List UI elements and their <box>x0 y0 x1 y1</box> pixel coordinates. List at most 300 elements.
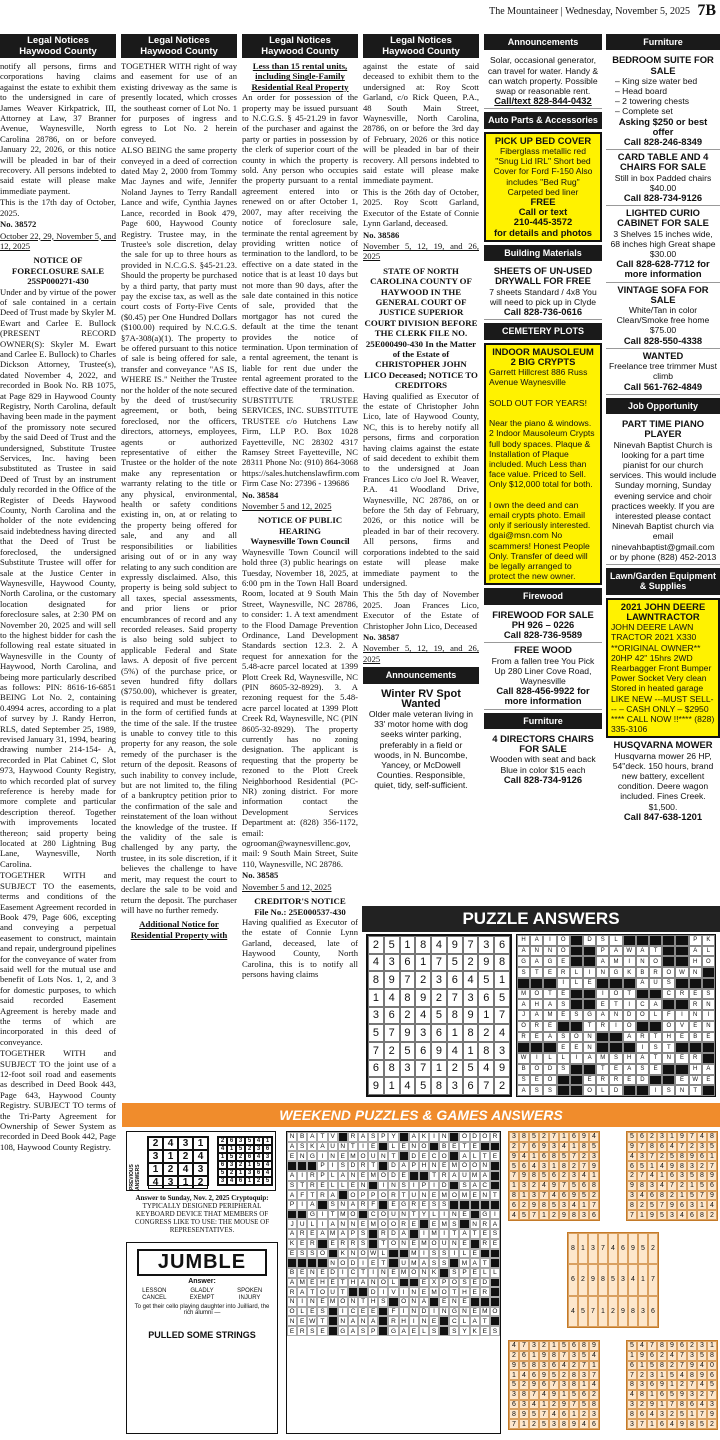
sudoku-cell: 9 <box>618 1296 628 1327</box>
classified-ad <box>484 53 602 109</box>
crossword-cell: E <box>490 1151 500 1161</box>
sudoku-cell: 3 <box>368 1007 384 1025</box>
crossword-cell: A <box>297 1287 307 1297</box>
crossword-cell: W <box>370 1249 377 1257</box>
sudoku-cell: 3 <box>579 1210 589 1220</box>
crossword-cell <box>480 1142 490 1152</box>
crossword-cell: S <box>439 1258 449 1268</box>
crossword-cell: A <box>517 999 530 1010</box>
crossword-cell: N <box>449 1297 459 1307</box>
sudoku-cell: 5 <box>549 1200 559 1210</box>
sudoku-cell: 8 <box>569 1210 579 1220</box>
sudoku-cell: 7 <box>539 1191 549 1201</box>
ad-phone: Call 828-734-9126 <box>503 773 583 785</box>
crossword-cell: E <box>358 1219 368 1229</box>
crossword-cell: P <box>348 1229 358 1239</box>
kenken-6x6-grid <box>217 1136 273 1186</box>
sudoku-cell: 7 <box>384 1024 400 1042</box>
crossword-cell: O <box>480 1132 490 1142</box>
crossword-cell: D <box>470 1132 480 1142</box>
sudoku-cell: 1 <box>647 1161 657 1171</box>
sudoku-cell: 6 <box>431 1024 447 1042</box>
crossword-cell: G <box>583 1010 596 1021</box>
sudoku-cell: 2 <box>549 1400 559 1410</box>
crossword-cell: T <box>317 1132 327 1142</box>
ad-price: FREE <box>530 196 556 208</box>
kenken-cell: 5 <box>218 1169 227 1177</box>
sudoku-cell: 8 <box>697 1210 707 1220</box>
crossword-cell: E <box>429 1219 439 1229</box>
section-header-auto-parts: Auto Parts & Accessories <box>484 112 602 128</box>
crossword-cell: O <box>623 1021 636 1032</box>
classified-column-2 <box>606 34 720 902</box>
crossword-cell <box>675 1042 688 1053</box>
sudoku-cell: 8 <box>529 1171 539 1181</box>
ad-phone: Call 828-550-4338 <box>623 334 703 346</box>
sudoku-cell: 5 <box>415 1077 431 1095</box>
crossword-cell: M <box>409 1249 419 1259</box>
sudoku-cell: 7 <box>707 1390 717 1400</box>
crossword-cell: R <box>388 1190 398 1200</box>
crossword-cell: A <box>399 1229 409 1239</box>
crossword-cell: R <box>530 1021 543 1032</box>
crossword-cell: S <box>328 1200 338 1210</box>
crossword-cell: P <box>287 1200 297 1210</box>
sudoku-cell: 6 <box>579 1181 589 1191</box>
crossword-cell: R <box>409 1200 419 1210</box>
crossword-cell: W <box>689 1075 702 1086</box>
sudoku-cell: 7 <box>707 1161 717 1171</box>
ad-phone: Call 828-628-7712 for more information <box>616 258 710 280</box>
sudoku-cell: 5 <box>687 1191 697 1201</box>
sudoku-cell: 2 <box>415 971 431 989</box>
crossword-cell: H <box>517 935 530 946</box>
ad-list-item: – Complete set <box>615 106 673 117</box>
sudoku-cell: 8 <box>687 1370 697 1380</box>
crossword-cell: O <box>399 1297 409 1307</box>
crossword-cell: T <box>490 1190 500 1200</box>
sudoku-cell: 6 <box>549 1361 559 1371</box>
crossword-cell: Y <box>419 1210 429 1220</box>
sudoku-cell: 5 <box>539 1171 549 1181</box>
crossword-cell: T <box>480 1151 490 1161</box>
crossword-cell: P <box>317 1171 327 1181</box>
kenken-cell: 2 <box>227 1169 236 1177</box>
ad-phone: Call 828-246-8349 <box>623 136 703 148</box>
sudoku-cell: 7 <box>400 971 416 989</box>
crossword-cell: O <box>378 1210 388 1220</box>
crossword-cell: F <box>297 1190 307 1200</box>
sudoku-cell: 3 <box>627 1191 637 1201</box>
weekend-crossword-answer-grid <box>286 1131 501 1434</box>
sudoku-cell: 9 <box>400 1024 416 1042</box>
crossword-cell: O <box>530 1064 543 1075</box>
sudoku-cell: 6 <box>539 1152 549 1162</box>
crossword-cell: S <box>490 1229 500 1239</box>
sudoku-cell: 3 <box>549 1419 559 1429</box>
kenken-cell: 1 <box>245 1177 254 1185</box>
sudoku-cell: 2 <box>447 1060 463 1078</box>
ad-title: BEDROOM SUITE FOR SALE <box>612 54 714 76</box>
crossword-cell: L <box>459 1316 469 1326</box>
kenken-cell: 3 <box>263 1153 272 1161</box>
crossword-cell <box>490 1297 500 1307</box>
crossword-cell: I <box>358 1258 368 1268</box>
crossword-cell <box>399 1249 409 1259</box>
legal-column-1 <box>0 34 116 1440</box>
sudoku-cell: 6 <box>529 1142 539 1152</box>
crossword-cell: V <box>328 1132 338 1142</box>
crossword-cell <box>583 999 596 1010</box>
crossword-cell: A <box>689 946 702 957</box>
ad-phone: Call 828-734-9126 <box>623 192 703 204</box>
crossword-cell: S <box>297 1142 307 1152</box>
crossword-cell: A <box>348 1326 358 1336</box>
crossword-cell: D <box>348 1258 358 1268</box>
sudoku-cell: 3 <box>509 1390 519 1400</box>
sudoku-cell: 9 <box>677 1419 687 1429</box>
crossword-cell: S <box>368 1132 378 1142</box>
crossword-cell <box>662 956 675 967</box>
classified-ad <box>606 150 720 206</box>
ad-body: Solar, occasional generator, can travel for water. Handy & can watch property. Possible swap or reasonable rent. <box>487 55 599 97</box>
sudoku-cell: 3 <box>687 1390 697 1400</box>
crossword-cell <box>388 1249 398 1259</box>
sudoku-cell: 6 <box>559 1409 569 1419</box>
sudoku-cell: 2 <box>494 1077 510 1095</box>
ad-phone: Call 828-736-0616 <box>503 306 583 318</box>
jumble-word: LESSON <box>142 1288 167 1294</box>
ad-body: PH 926 – 0226 <box>511 618 575 630</box>
crossword-cell: O <box>429 1239 439 1249</box>
crossword-cell <box>348 1287 358 1297</box>
sudoku-cell: 4 <box>539 1390 549 1400</box>
sudoku-cell: 2 <box>400 1007 416 1025</box>
sudoku-cell: 4 <box>569 1200 579 1210</box>
crossword-cell: C <box>480 1181 490 1191</box>
sudoku-cell: 2 <box>509 1142 519 1152</box>
crossword-cell: I <box>623 999 636 1010</box>
crossword-cell <box>583 956 596 967</box>
sudoku-cell: 8 <box>627 1409 637 1419</box>
sudoku-cell: 9 <box>579 1132 589 1142</box>
sudoku-cell: 4 <box>667 1142 677 1152</box>
crossword-cell: T <box>317 1316 327 1326</box>
crossword-cell: S <box>429 1249 439 1259</box>
sudoku-cell: 4 <box>647 1409 657 1419</box>
sudoku-cell: 4 <box>415 1007 431 1025</box>
crossword-cell: T <box>429 1171 439 1181</box>
sudoku-cell: 9 <box>494 1060 510 1078</box>
notice-dates: November 5 and 12, 2025 <box>242 501 332 512</box>
crossword-cell: O <box>649 956 662 967</box>
crossword-cell: U <box>459 1171 469 1181</box>
sudoku-cell: 6 <box>627 1361 637 1371</box>
sudoku-cell: 7 <box>598 1233 608 1264</box>
crossword-cell: N <box>609 1010 622 1021</box>
crossword-cell: M <box>368 1219 378 1229</box>
crossword-cell: T <box>328 1210 338 1220</box>
sudoku-cell: 3 <box>657 1409 667 1419</box>
sudoku-cell: 2 <box>677 1380 687 1390</box>
crossword-cell <box>662 1075 675 1086</box>
crossword-cell: P <box>419 1181 429 1191</box>
crossword-cell: S <box>557 1032 570 1043</box>
crossword-cell: I <box>317 1151 327 1161</box>
crossword-cell <box>662 946 675 957</box>
kenken-cell: 6 <box>263 1145 272 1153</box>
sudoku-cell: 5 <box>579 1191 589 1201</box>
sudoku-cell: 7 <box>478 1077 494 1095</box>
sudoku-cell: 7 <box>657 1200 667 1210</box>
crossword-cell <box>409 1171 419 1181</box>
crossword-cell <box>675 956 688 967</box>
sudoku-cell: 8 <box>627 1380 637 1390</box>
sudoku-cell: 2 <box>569 1361 579 1371</box>
crossword-cell: A <box>459 1151 469 1161</box>
crossword-cell: D <box>348 1161 358 1171</box>
sudoku-cell: 3 <box>579 1370 589 1380</box>
crossword-cell <box>649 1075 662 1086</box>
crossword-cell: F <box>388 1307 398 1317</box>
crossword-cell: D <box>543 1064 556 1075</box>
crossword-cell: R <box>689 1053 702 1064</box>
sudoku-cell: 8 <box>569 1380 579 1390</box>
crossword-cell: G <box>609 967 622 978</box>
crossword-cell: T <box>596 1064 609 1075</box>
crossword-cell <box>570 935 583 946</box>
jumble-word: EXEMPT <box>189 1295 215 1301</box>
notice-text: This the 5th day of November 2025. Joan Frances Lico, Executor of the Estate of Christopher John Lico, Deceased <box>363 589 479 631</box>
crossword-cell: S <box>702 989 715 1000</box>
sudoku-cell: 6 <box>494 936 510 954</box>
sudoku-cell: 3 <box>519 1400 529 1410</box>
crossword-cell: H <box>348 1278 358 1288</box>
crossword-cell: S <box>439 1249 449 1259</box>
sudoku-cell: 1 <box>559 1390 569 1400</box>
sudoku-cell: 2 <box>687 1142 697 1152</box>
crossword-cell: F <box>662 1010 675 1021</box>
crossword-cell: L <box>307 1219 317 1229</box>
sudoku-cell: 3 <box>647 1370 657 1380</box>
jumble-clue: To get their cello playing daughter into Juilliard, the rich alumni — <box>134 1304 270 1316</box>
crossword-cell: E <box>317 1268 327 1278</box>
crossword-cell <box>636 1021 649 1032</box>
crossword-cell <box>649 1021 662 1032</box>
sudoku-cell: 4 <box>529 1161 539 1171</box>
sudoku-cell: 9 <box>707 1409 717 1419</box>
crossword-cell: E <box>689 1021 702 1032</box>
crossword-cell: N <box>378 1268 388 1278</box>
sudoku-cell: 7 <box>637 1419 647 1429</box>
sudoku-cell: 2 <box>478 1024 494 1042</box>
sudoku-cell: 3 <box>588 1233 598 1264</box>
crossword-cell: E <box>675 1032 688 1043</box>
crossword-cell: N <box>297 1151 307 1161</box>
crossword-cell: R <box>596 1021 609 1032</box>
sudoku-cell: 7 <box>677 1361 687 1371</box>
ad-body: Still in box Padded chairs $40.00 <box>614 172 712 193</box>
sudoku-cell: 1 <box>447 1024 463 1042</box>
crossword-cell: F <box>368 1200 378 1210</box>
sudoku-cell: 3 <box>559 1200 569 1210</box>
crossword-cell: H <box>623 1053 636 1064</box>
crossword-cell: M <box>399 1268 409 1278</box>
sudoku-cell: 1 <box>539 1210 549 1220</box>
sudoku-cell: 7 <box>519 1341 529 1351</box>
page-number: 7B <box>697 2 716 19</box>
crossword-cell: P <box>409 1161 419 1171</box>
sudoku-cell: 6 <box>589 1419 599 1429</box>
sudoku-cell: 8 <box>707 1132 717 1142</box>
sudoku-cell: 4 <box>579 1171 589 1181</box>
sudoku-cell: 3 <box>539 1161 549 1171</box>
crossword-cell <box>297 1210 307 1220</box>
classified-ad <box>484 732 602 787</box>
kenken-cell: 6 <box>218 1161 227 1169</box>
sudoku-cell: 7 <box>667 1400 677 1410</box>
ad-body: 3 Shelves 15 inches wide, 68 inches high Great shape $30.00 <box>610 228 716 260</box>
sudoku-cell: 3 <box>687 1351 697 1361</box>
crossword-cell: N <box>662 1053 675 1064</box>
sudoku-cell: 9 <box>667 1341 677 1351</box>
sudoku-cell: 8 <box>677 1161 687 1171</box>
crossword-cell <box>675 946 688 957</box>
sudoku-cell: 3 <box>478 936 494 954</box>
kenken-cell: 4 <box>218 1145 227 1153</box>
crossword-cell: O <box>378 1219 388 1229</box>
sudoku-cell: 4 <box>494 1024 510 1042</box>
crossword-cell <box>649 935 662 946</box>
crossword-cell: N <box>378 1151 388 1161</box>
crossword-cell: M <box>480 1307 490 1317</box>
crossword-cell: O <box>583 1085 596 1096</box>
crossword-cell: R <box>609 1075 622 1086</box>
crossword-cell <box>328 1316 338 1326</box>
crossword-cell: O <box>662 967 675 978</box>
sudoku-cell: 1 <box>415 954 431 972</box>
crossword-cell: G <box>338 1326 348 1336</box>
crossword-cell: E <box>409 1239 419 1249</box>
section-header-building-materials: Building Materials <box>484 245 602 261</box>
crossword-cell: N <box>358 1181 368 1191</box>
crossword-cell: S <box>439 1200 449 1210</box>
crossword-cell: L <box>328 1181 338 1191</box>
notice-text: against the estate of said deceased to exhibit them to the undersigned at: Roy Scott Garland, c/o Rick Queen, P.A., 48 South Main Street, Waynesville, North Carolina, 28786, on or before the 3rd day of February, 2026 or this notice will be pleaded in bar of their recovery. All persons indebted to said estate will please make immediate payment. <box>363 61 479 186</box>
crossword-cell: T <box>358 1268 368 1278</box>
crossword-cell <box>623 935 636 946</box>
sudoku-cell: 1 <box>687 1409 697 1419</box>
sudoku-cell: 1 <box>657 1400 667 1410</box>
crossword-cell <box>675 935 688 946</box>
crossword-cell: N <box>348 1249 358 1259</box>
section-header-lawn-garden: Lawn/Garden Equipment & Supplies <box>606 568 720 595</box>
crossword-cell: S <box>317 1307 327 1317</box>
crossword-cell <box>570 1075 583 1086</box>
sudoku-cell: 9 <box>539 1142 549 1152</box>
sudoku-cell: 3 <box>569 1171 579 1181</box>
kenken-cell: 2 <box>218 1137 227 1145</box>
sudoku-cell: 4 <box>657 1181 667 1191</box>
crossword-cell: Y <box>459 1326 469 1336</box>
crossword-cell: K <box>419 1132 429 1142</box>
kenken-cell: 1 <box>236 1169 245 1177</box>
sudoku-cell: 8 <box>519 1390 529 1400</box>
crossword-cell: D <box>419 1307 429 1317</box>
crossword-cell <box>570 989 583 1000</box>
sudoku-cell: 2 <box>637 1400 647 1410</box>
sudoku-cell: 5 <box>478 971 494 989</box>
sudoku-cell: 8 <box>677 1152 687 1162</box>
crossword-cell: U <box>409 1190 419 1200</box>
sudoku-cell: 8 <box>384 1060 400 1078</box>
crossword-cell: D <box>409 1151 419 1161</box>
sudoku-cell: 5 <box>579 1351 589 1361</box>
notice-title: CREDITOR'S NOTICE File No.: 25E000537-430 <box>254 896 346 917</box>
crossword-cell <box>470 1239 480 1249</box>
crossword-cell: H <box>530 999 543 1010</box>
sudoku-cell: 4 <box>549 1409 559 1419</box>
crossword-cell <box>287 1258 297 1268</box>
crossword-cell: T <box>470 1229 480 1239</box>
crossword-cell: J <box>287 1219 297 1229</box>
kenken-cell: 2 <box>193 1176 208 1189</box>
sudoku-cell: 3 <box>657 1132 667 1142</box>
jumble-word: SPOKEN <box>237 1288 263 1294</box>
crossword-cell: I <box>490 1210 500 1220</box>
sudoku-cell: 3 <box>549 1142 559 1152</box>
crossword-cell: A <box>530 1010 543 1021</box>
crossword-cell: R <box>399 1219 409 1229</box>
crossword-cell: A <box>459 1229 469 1239</box>
crossword-cell: K <box>307 1142 317 1152</box>
crossword-cell: G <box>388 1326 398 1336</box>
sudoku-cell: 4 <box>431 936 447 954</box>
crossword-cell: E <box>317 1326 327 1336</box>
crossword-cell: E <box>409 1219 419 1229</box>
crossword-cell: B <box>636 967 649 978</box>
crossword-cell <box>449 1151 459 1161</box>
crossword-cell: A <box>287 1278 297 1288</box>
crossword-cell: A <box>470 1258 480 1268</box>
crossword-cell: E <box>459 1239 469 1249</box>
crossword-cell: E <box>307 1278 317 1288</box>
sudoku-cell: 1 <box>529 1152 539 1162</box>
crossword-cell: E <box>557 956 570 967</box>
sudoku-cell: 9 <box>647 1400 657 1410</box>
sudoku-cell: 1 <box>697 1200 707 1210</box>
crossword-cell: A <box>636 1053 649 1064</box>
crossword-cell <box>317 1258 327 1268</box>
crossword-cell <box>557 1021 570 1032</box>
sudoku-cell: 5 <box>519 1361 529 1371</box>
crossword-cell: I <box>596 989 609 1000</box>
crossword-cell: P <box>358 1190 368 1200</box>
crossword-cell: E <box>358 1171 368 1181</box>
crossword-cell: O <box>378 1278 388 1288</box>
crossword-cell: S <box>517 1075 530 1086</box>
crossword-cell: E <box>530 1032 543 1043</box>
sudoku-cell: 2 <box>608 1296 618 1327</box>
crossword-cell <box>449 1258 459 1268</box>
ad-title: 4 DIRECTORS CHAIRS FOR SALE <box>492 733 594 755</box>
ad-body: JOHN DEERE LAWN TRACTOR 2021 X330 **ORIGINAL OWNER** 20HP 42" 15hrs 2WD Rearbagger Front Bumper Power Socket Very clean Stored in heated garage LIKE NEW ---MUST SELL--- – CASH ONLY – $2950 **** CALL NOW !!**** (828) 335-3106 <box>611 622 715 735</box>
notice-text: ALSO BEING the same property conveyed in a deed of correction dated May 2, 2000 from Tommy Mac Jaynes and wife, Jennifer Noland Jaynes to Terry Randall Lance and wife, Cynthia Jaynes Lance, recorded in Book 479, Page 600, Haywood County Registry. Trustee may, in the Trustee's sole discretion, delay the sale for up to three hours as provided in N.C.G.S. §45-21.23. Should the property be purchased by a third party, that party must pay the excise tax, as well as the court costs of Forty-Five Cents ($0.45) per One Hundred Dollars ($100.00) required by N.C.G.S. §7A-308(a)(1). The property to be offered pursuant to this notice of sale is being offered for sale, transfer and conveyance "AS IS, WHERE IS." Neither the Trustee nor the holder of the note secured by the deed of trust/security agreement, or both, being foreclosed, nor the officers, directors, attorneys, employees, agents or authorized representative of either the Trustee or the holder of the note make any representation or warranty relating to the title or any physical, environmental, health or safety conditions existing in, on, at or relating to the property being offered for sale, and any and all responsibilities or liabilities arising out of or in any way relating to any such condition are expressly disclaimed. Also, this property is being sold subject to all taxes, special assessments, and prior liens or prior encumbrances of record and any recorded releases. Said property is also being sold subject to applicable Federal and State laws. A deposit of five percent (5%) of the purchase price, or seven hundred fifty dollars ($750.00), whichever is greater, is required and must be tendered in the form of certified funds at the time of the sale. If the trustee is unable to convey title to this property for any reason, the sole remedy of the purchaser is the return of the deposit. Reasons of such inability to convey include, but are not limited to, the filing of a bankruptcy petition prior to the confirmation of the sale and reinstatement of the loan without the knowledge of the trustee. If the validity of the sale is challenged by any party, the trustee, in its sole discretion, if it believes the challenge to have merit, may request the court to declare the sale to be void and return the deposit. The purchaser will have no further remedy. <box>121 145 237 915</box>
sudoku-cell: 7 <box>431 954 447 972</box>
crossword-cell: M <box>409 1258 419 1268</box>
crossword-cell <box>439 1316 449 1326</box>
section-header-announcements: Announcements <box>484 34 602 50</box>
